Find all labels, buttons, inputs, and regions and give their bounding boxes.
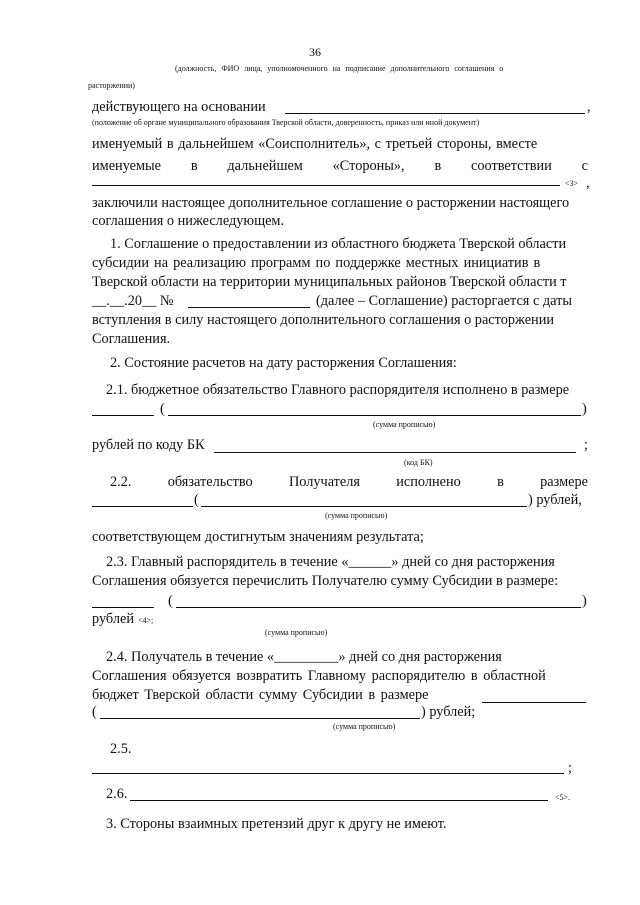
party-line-2: [92, 159, 588, 173]
p22-line-1: [110, 475, 588, 489]
p1-line-5: вступления в силу настоящего дополнительного соглашения о расторжении: [92, 312, 554, 328]
p25-blank: [92, 773, 564, 774]
kbk-blank: [214, 452, 576, 453]
word: с: [581, 158, 588, 174]
word: «Стороны»,: [332, 158, 405, 174]
p21-close-paren: ): [582, 401, 587, 417]
word: 2.2.: [110, 474, 132, 490]
p23-line-2: Соглашения обязуется перечислить Получателю сумму Субсидии в размере:: [92, 573, 559, 589]
p21-line-1: 2.1. бюджетное обязательство Главного распорядителя исполнено в размере: [106, 382, 570, 398]
signatory-note: [175, 65, 595, 73]
p21-semicolon: ;: [584, 437, 588, 453]
p25-label: 2.5.: [110, 741, 132, 757]
p22-open-paren: (: [194, 492, 199, 508]
basis-comma: ,: [587, 99, 591, 115]
p24-words-blank: [100, 718, 420, 719]
p1-line-4a: __.__.20__ №: [92, 293, 174, 309]
p22-words-blank: [201, 506, 527, 507]
p1-line-1: 1. Соглашение о предоставлении из областного бюджета Тверской области: [110, 236, 567, 252]
p22-rub: ) рублей,: [528, 492, 582, 508]
p25-semicolon: ;: [568, 760, 572, 776]
word: в: [190, 158, 198, 174]
p22-sum-note: (сумма прописью): [325, 511, 388, 520]
p22-result: соответствующем достигнутым значениям результата;: [92, 529, 424, 545]
word: в: [434, 158, 442, 174]
word: Получателя: [288, 474, 360, 490]
p24-line-3: бюджет Тверской области сумму Субсидии в размере: [92, 687, 429, 703]
party-blank: [92, 185, 560, 186]
footnote-4: <4>;: [138, 616, 154, 625]
p23-amount-blank: [92, 607, 154, 608]
p23-rub: рублей: [92, 611, 134, 627]
p26-label: 2.6.: [106, 786, 128, 802]
p24-line-1: 2.4. Получатель в течение «_________» дней со дня расторжения: [106, 649, 502, 665]
p23-sum-note: (сумма прописью): [265, 628, 328, 637]
basis-note: (положение об органе муниципального образования Тверской области, доверенность, приказ или иной документ): [92, 118, 480, 127]
signatory-note-cont: расторжении): [88, 81, 135, 90]
p22-amount-blank: [92, 506, 193, 507]
p1-line-6: Соглашения.: [92, 331, 171, 347]
footnote-3: <3>: [565, 179, 579, 188]
word: в: [497, 474, 504, 490]
agreement-number-blank: [188, 307, 310, 308]
p1-line-4b: (далее – Соглашение) расторгается с даты: [316, 293, 572, 309]
p23-close-paren: ): [582, 593, 587, 609]
p24-amount-blank: [482, 702, 586, 703]
p24-line-2: Соглашения обязуется возвратить Главному распорядителю в областной: [92, 668, 546, 684]
word: дальнейшем: [227, 158, 303, 174]
word: соответствии: [471, 158, 552, 174]
p26-blank: [130, 800, 548, 801]
p24-rub: ) рублей;: [421, 704, 476, 720]
p21-open-paren: (: [160, 401, 165, 417]
p21-words-blank: [168, 415, 581, 416]
word: исполнено: [396, 474, 461, 490]
footnote-5: <5>.: [555, 793, 571, 802]
p23-line-1: 2.3. Главный распорядитель в течение «______» дней со дня расторжения: [106, 554, 555, 570]
page-number: 36: [309, 45, 321, 59]
p1-line-2: субсидии на реализацию программ по поддержке местных инициатив в: [92, 255, 541, 271]
concluded-line-1: заключили настоящее дополнительное соглашение о расторжении настоящего: [92, 195, 570, 211]
p21-rub-kbk: рублей по коду БК: [92, 437, 205, 453]
party-comma: ,: [586, 175, 590, 191]
p3: 3. Стороны взаимных претензий друг к другу не имеют.: [106, 816, 447, 832]
word: именуемые: [92, 158, 161, 174]
p1-line-3: Тверской области на территории муниципальных районов Тверской области т: [92, 274, 567, 290]
signatory-note-text: (должность, ФИО лица, уполномоченного на подписание дополнительного соглашения о: [175, 64, 504, 73]
basis-label: действующего на основании: [92, 99, 266, 115]
word: размере: [540, 474, 588, 490]
p21-amount-blank: [92, 415, 154, 416]
p24-sum-note: (сумма прописью): [333, 722, 396, 731]
concluded-line-2: соглашения о нижеследующем.: [92, 213, 285, 229]
p23-words-blank: [176, 607, 581, 608]
p23-open-paren: (: [168, 593, 173, 609]
party-line-1: именуемый в дальнейшем «Соисполнитель», с третьей стороны, вместе: [92, 136, 538, 152]
kbk-note: (код БК): [404, 458, 433, 467]
p2-heading: 2. Состояние расчетов на дату расторжения Соглашения:: [110, 355, 457, 371]
word: обязательство: [167, 474, 253, 490]
p24-open-paren: (: [92, 704, 97, 720]
p21-sum-note: (сумма прописью): [373, 420, 436, 429]
basis-blank: [285, 113, 585, 114]
